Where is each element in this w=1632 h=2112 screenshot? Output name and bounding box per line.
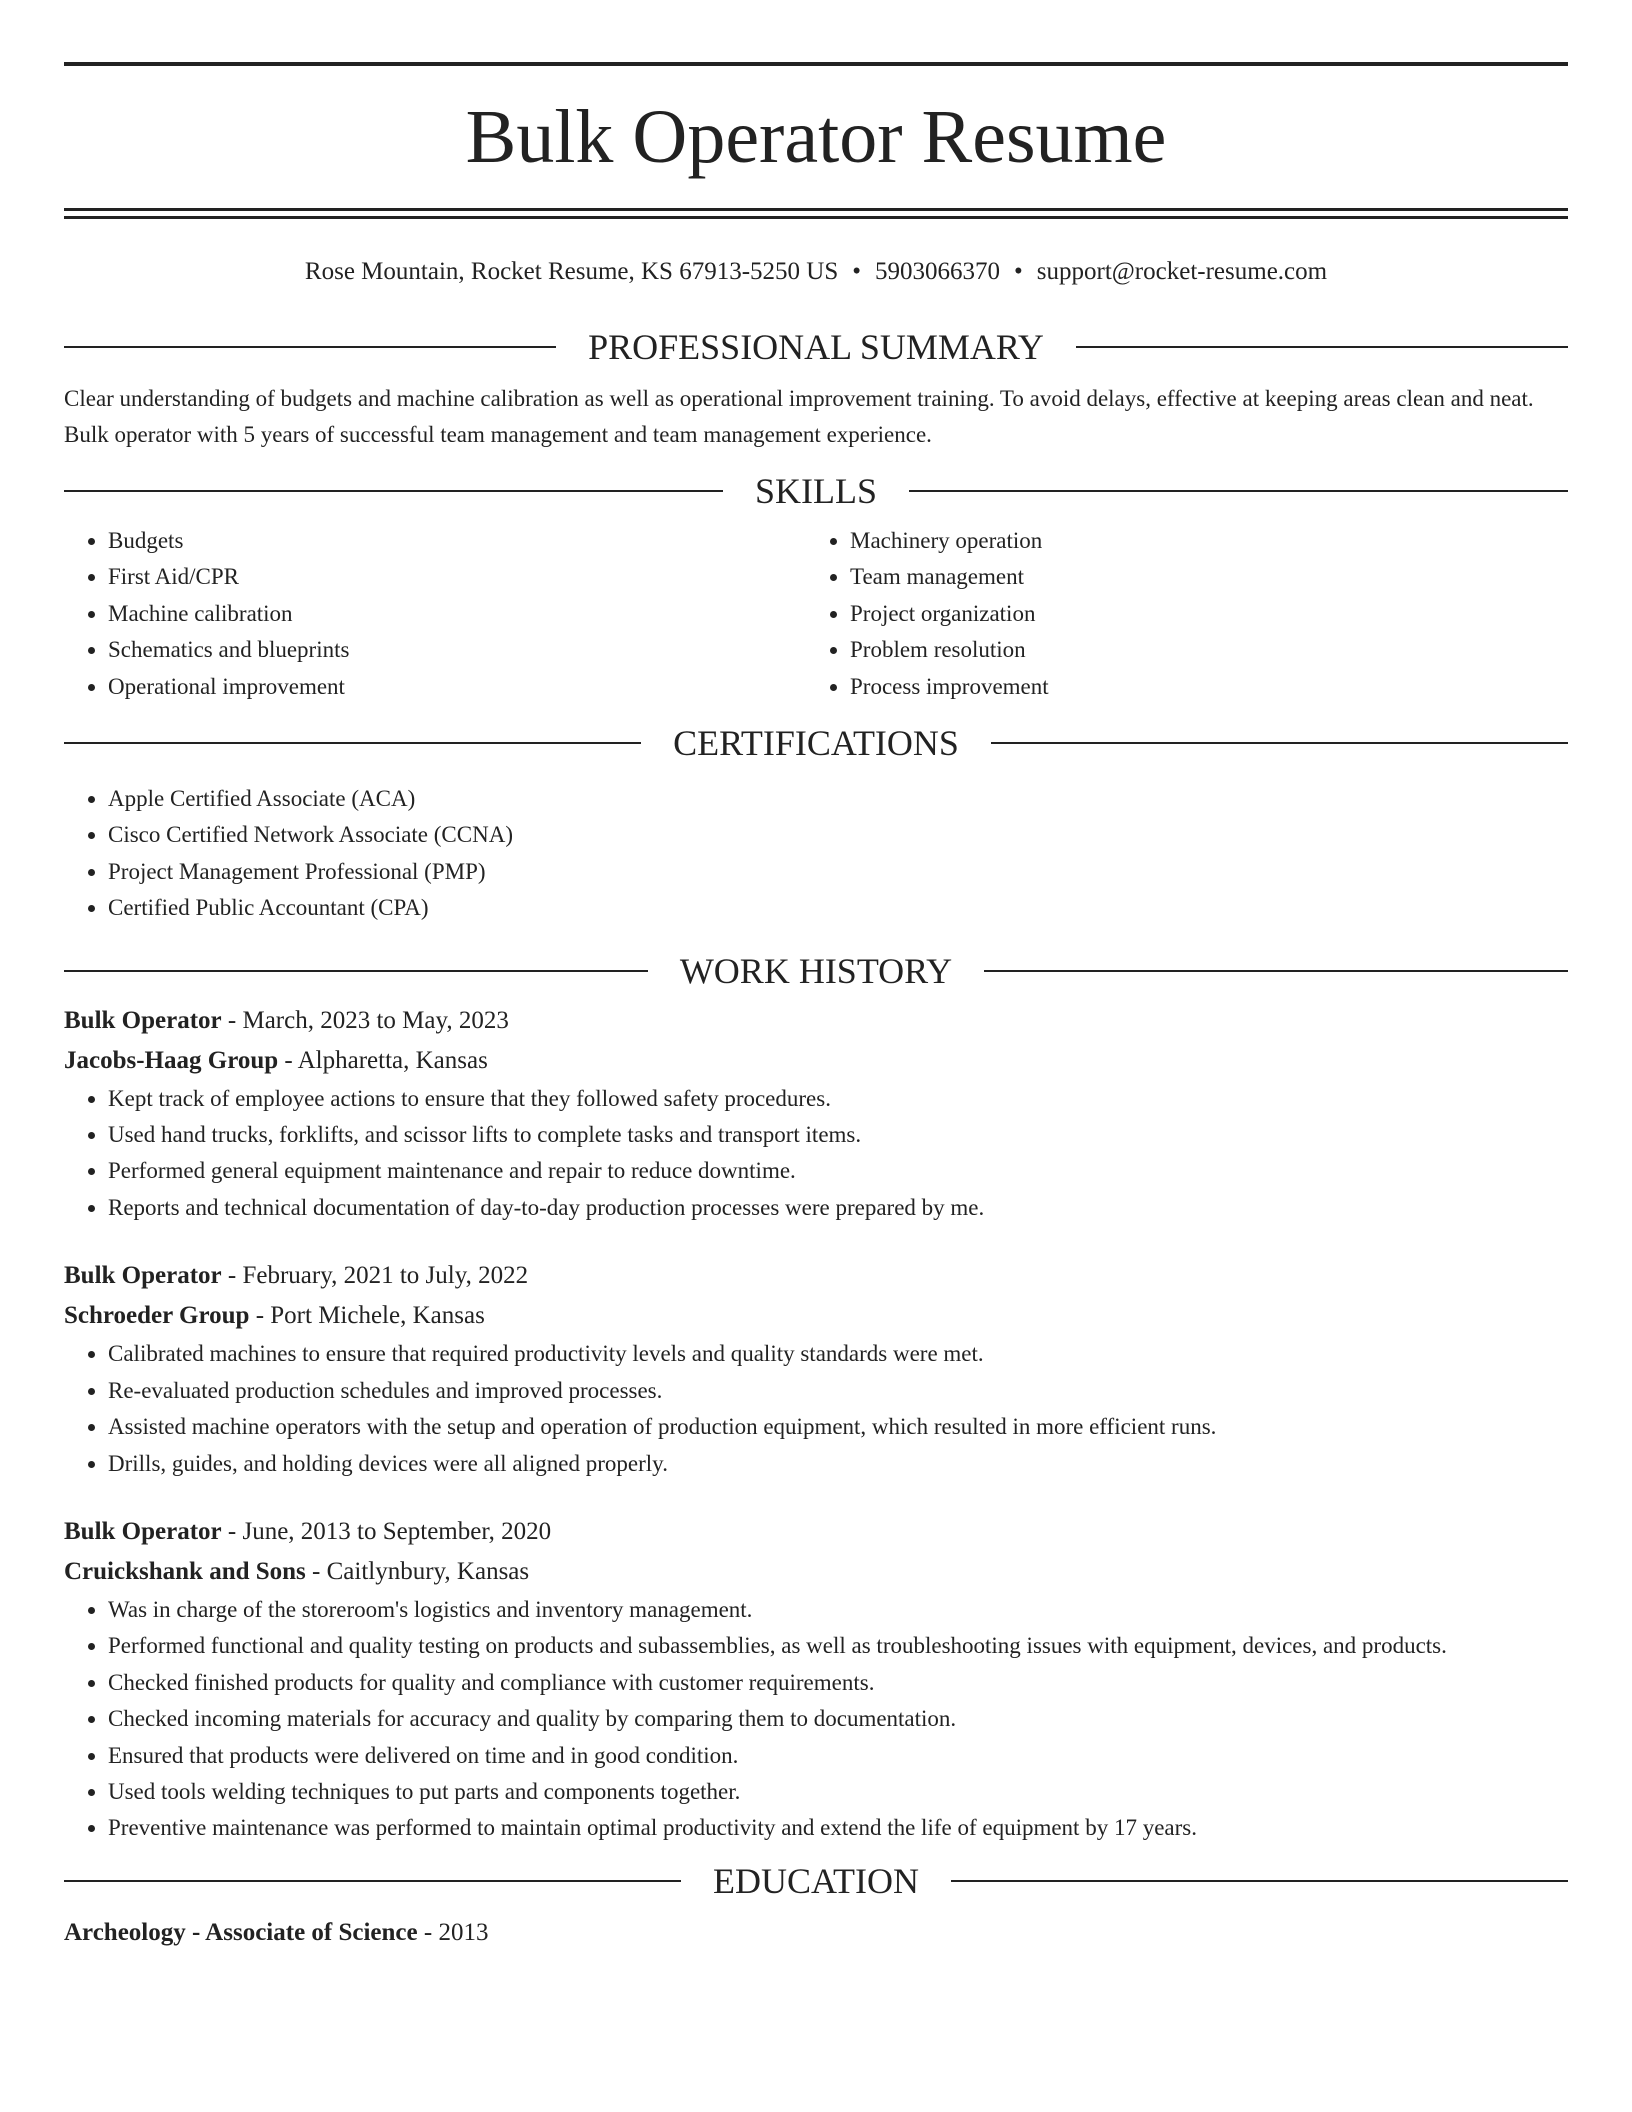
list-item: • Checked finished products for quality and compliance with customer requirements. (108, 1665, 1568, 1701)
job-company-line (64, 1552, 1568, 1592)
heading-rule (909, 490, 1568, 492)
resume-content (64, 0, 1568, 1953)
list-item: • Team management (850, 559, 1548, 595)
section-title: CERTIFICATIONS (673, 723, 959, 764)
list-item: • Drills, guides, and holding devices were all aligned properly. (108, 1446, 1568, 1482)
list-item: • Calibrated machines to ensure that required productivity levels and quality standards were met. (108, 1336, 1568, 1372)
job-role: Bulk Operator (64, 1006, 222, 1034)
work-history-heading (64, 949, 1568, 993)
job-location: - Alpharetta, Kansas (278, 1046, 488, 1074)
list-item: • Re-evaluated production schedules and improved processes. (108, 1373, 1568, 1409)
list-item: • Apple Certified Associate (ACA) (108, 781, 1568, 817)
certifications-heading (64, 721, 1568, 765)
list-item: • Project organization (850, 596, 1548, 632)
contact-line (64, 255, 1568, 289)
list-item: • Cisco Certified Network Associate (CCNA) (108, 817, 1568, 853)
job-role: Bulk Operator (64, 1517, 222, 1545)
list-item: • Machine calibration (108, 596, 806, 632)
list-item: • Used hand trucks, forklifts, and scissor lifts to complete tasks and transport items. (108, 1117, 1568, 1153)
job-dates: - March, 2023 to May, 2023 (221, 1006, 509, 1034)
job-title-line (64, 1512, 1568, 1552)
list-item: • Kept track of employee actions to ensure that they followed safety procedures. (108, 1081, 1568, 1117)
list-item: • Performed functional and quality testing on products and subassemblies, as well as troubleshooting issues with equipment, devices, and products. (108, 1628, 1568, 1664)
skills-columns (64, 523, 1568, 705)
list-item: • Reports and technical documentation of day-to-day production processes were prepared by me. (108, 1190, 1568, 1226)
job-role: Bulk Operator (64, 1262, 222, 1290)
job-company-line (64, 1296, 1568, 1336)
summary-heading (64, 325, 1568, 369)
education-heading (64, 1859, 1568, 1903)
list-item: • First Aid/CPR (108, 559, 806, 595)
contact-separator: • (1014, 258, 1023, 285)
list-item: • Checked incoming materials for accuracy and quality by comparing them to documentation. (108, 1701, 1568, 1737)
header-double-rule (64, 208, 1568, 219)
heading-rule (984, 970, 1568, 972)
job-bullets (64, 1592, 1568, 1847)
list-item: • Schematics and blueprints (108, 632, 806, 668)
section-title: PROFESSIONAL SUMMARY (588, 327, 1044, 367)
heading-rule (1076, 346, 1568, 348)
certifications-list (64, 781, 1568, 927)
job-company-line (64, 1041, 1568, 1081)
list-item: • Project Management Professional (PMP) (108, 854, 1568, 890)
education-year: - 2013 (417, 1918, 489, 1946)
heading-rule (64, 742, 641, 744)
job-dates: - February, 2021 to July, 2022 (221, 1262, 529, 1290)
list-item: • Used tools welding techniques to put parts and components together. (108, 1774, 1568, 1810)
job-bullets (64, 1336, 1568, 1482)
list-item: • Was in charge of the storeroom's logistics and inventory management. (108, 1592, 1568, 1628)
job-dates: - June, 2013 to September, 2020 (221, 1517, 552, 1545)
contact-phone: 5903066370 (875, 258, 1001, 285)
job-company: Jacobs-Haag Group (64, 1046, 279, 1074)
skills-list-left (64, 523, 806, 705)
list-item: • Performed general equipment maintenance and repair to reduce downtime. (108, 1153, 1568, 1189)
job-entry (64, 1256, 1568, 1482)
heading-rule (64, 490, 723, 492)
section-title: EDUCATION (713, 1860, 919, 1901)
list-item: • Budgets (108, 523, 806, 559)
skills-list-right (806, 523, 1548, 705)
page-title: Bulk Operator Resume (465, 95, 1167, 179)
heading-rule (951, 1880, 1568, 1882)
skills-heading (64, 469, 1568, 513)
job-company: Schroeder Group (64, 1302, 250, 1330)
contact-separator: • (852, 258, 862, 285)
list-item: • Problem resolution (850, 632, 1548, 668)
list-item: • Certified Public Accountant (CPA) (108, 890, 1568, 926)
section-title: WORK HISTORY (679, 950, 953, 991)
heading-rule (64, 346, 556, 348)
job-entry (64, 1001, 1568, 1227)
job-company: Cruickshank and Sons (64, 1557, 306, 1585)
job-title-line (64, 1001, 1568, 1041)
section-title: SKILLS (755, 471, 878, 511)
heading-rule (64, 1880, 681, 1882)
contact-address: Rose Mountain, Rocket Resume, KS 67913-5250 US (304, 258, 839, 285)
job-bullets (64, 1081, 1568, 1227)
list-item: • Assisted machine operators with the setup and operation of production equipment, which resulted in more efficient runs. (108, 1409, 1568, 1445)
contact-email: support@rocket-resume.com (1036, 258, 1328, 285)
education-entry (64, 1913, 1568, 1953)
job-entry (64, 1512, 1568, 1847)
job-title-line (64, 1256, 1568, 1296)
list-item: • Preventive maintenance was performed to maintain optimal productivity and extend the life of equipment by 17 years. (108, 1810, 1568, 1846)
list-item: • Machinery operation (850, 523, 1548, 559)
heading-rule (64, 970, 648, 972)
job-location: - Port Michele, Kansas (249, 1302, 485, 1330)
heading-rule (991, 742, 1568, 744)
job-location: - Caitlynbury, Kansas (305, 1557, 530, 1585)
list-item: • Operational improvement (108, 669, 806, 705)
list-item: • Ensured that products were delivered on time and in good condition. (108, 1738, 1568, 1774)
list-item: • Process improvement (850, 669, 1548, 705)
summary-text: Clear understanding of budgets and machine calibration as well as operational improvement training. To avoid delays, effective at keeping areas clean and neat. Bulk operator with 5 years of successful team management and team management experience. (64, 386, 1534, 447)
education-degree: Archeology - Associate of Science (64, 1918, 418, 1946)
